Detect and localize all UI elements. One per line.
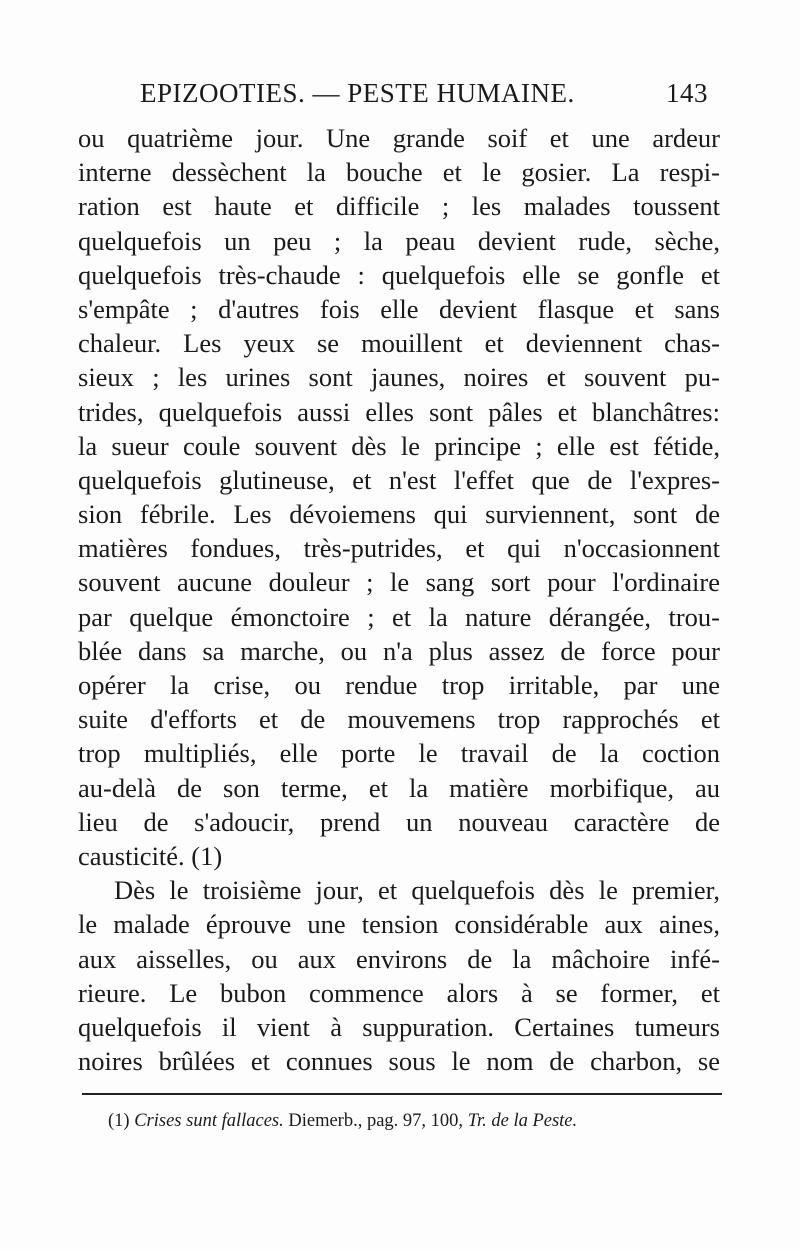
text-line: ou quatrième jour. Une grande soif et une ardeur — [78, 123, 720, 153]
text-line: interne dessèchent la bouche et le gosier. La respi- — [78, 157, 720, 188]
text-line: le malade éprouve une tension considérable aux aines, — [78, 909, 720, 940]
page-header — [0, 74, 800, 114]
text-line: quelquefois un peu ; la peau devient rude, sèche, — [78, 225, 720, 256]
footnote-marker: (1) — [108, 1111, 130, 1131]
text-line: aux aisselles, ou aux environs de la mâchoire infé- — [78, 943, 720, 974]
text-line: blée dans sa marche, ou n'a plus assez de force pour — [78, 635, 720, 666]
footnote-work-title: Tr. de la Peste. — [467, 1111, 578, 1131]
text-line: noires brûlées et connues sous le nom de charbon, se — [78, 1046, 720, 1077]
text-line: souvent aucune douleur ; le sang sort pour l'ordinaire — [78, 567, 720, 598]
body-text — [78, 121, 720, 1078]
page-number: 143 — [666, 78, 708, 108]
footnote — [108, 1111, 728, 1132]
text-line: sion fébrile. Les dévoiemens qui surviennent, sont de — [78, 499, 720, 530]
text-line: s'empâte ; d'autres fois elle devient flasque et sans — [78, 293, 720, 324]
text-line: suite d'efforts et de mouvemens trop rapprochés et — [78, 704, 720, 735]
text-line: lieu de s'adoucir, prend un nouveau caractère de — [78, 806, 720, 837]
text-line: rieure. Le bubon commence alors à se former, et — [78, 977, 720, 1008]
text-line: chaleur. Les yeux se mouillent et deviennent chas- — [78, 328, 720, 359]
text-line: sieux ; les urines sont jaunes, noires et souvent pu- — [78, 362, 720, 393]
text-line: la sueur coule souvent dès le principe ; elle est fétide, — [78, 430, 720, 461]
text-line: quelquefois très-chaude : quelquefois elle se gonfle et — [78, 259, 720, 290]
text-line: au-delà de son terme, et la matière morbifique, au — [78, 772, 720, 803]
text-line: trides, quelquefois aussi elles sont pâles et blanchâtres: — [78, 396, 720, 427]
text-line: quelquefois glutineuse, et n'est l'effet que de l'expres- — [78, 464, 720, 495]
footnote-citation: Diemerb., pag. 97, 100, — [288, 1111, 464, 1131]
footnote-divider — [82, 1093, 722, 1095]
text-line: opérer la crise, ou rendue trop irritable, par une — [78, 670, 720, 700]
text-line: matières fondues, très-putrides, et qui n'occasionnent — [78, 533, 720, 564]
text-line: trop multipliés, elle porte le travail de la coction — [78, 738, 720, 769]
text-line: quelquefois il vient à suppuration. Certaines tumeurs — [78, 1011, 720, 1042]
text-line: ration est haute et difficile ; les malades toussent — [78, 191, 720, 222]
footnote-quote: Crises sunt fallaces. — [134, 1111, 284, 1131]
text-line: causticité. (1) — [78, 840, 223, 871]
running-title: EPIZOOTIES. — PESTE HUMAINE. — [140, 78, 575, 108]
text-line: Dès le troisième jour, et quelquefois dès le premier, — [114, 875, 720, 906]
text-line: par quelque émonctoire ; et la nature dérangée, trou- — [78, 601, 720, 632]
